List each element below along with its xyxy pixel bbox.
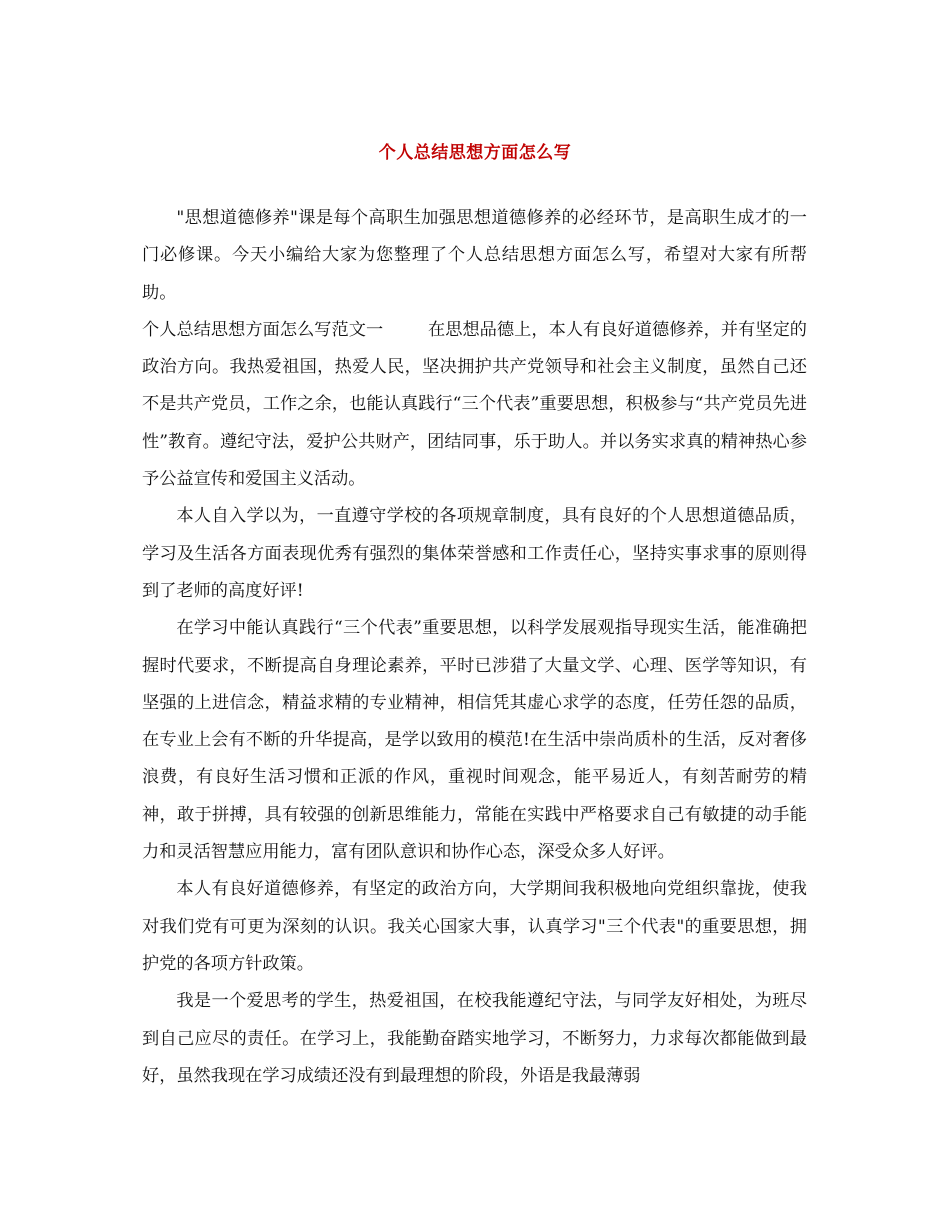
section-heading: 个人总结思想方面怎么写范文一: [142, 319, 384, 340]
body-paragraph-2: 在学习中能认真践行“三个代表”重要思想，以科学发展观指导现实生活，能准确把握时代要求，不断提高自身理论素养，平时已涉猎了大量文学、心理、医学等知识，有坚强的上进信念，精益求精的专业精神，相信凭其虚心求学的态度，任劳任怨的品质，在专业上会有不断的升华提高，是学以致用的模范!在生活中崇尚质朴的生活，反对奢侈浪费，有良好生活习惯和正派的作风，重视时间观念，能平易近人，有刻苦耐劳的精神，敢于拼搏，具有较强的创新思维能力，常能在实践中严格要求自己有敏捷的动手能力和灵活智慧应用能力，富有团队意识和协作心态，深受众多人好评。: [142, 618, 807, 863]
document-title: 个人总结思想方面怎么写: [378, 143, 572, 163]
body-paragraph-4: 我是一个爱思考的学生，热爱祖国，在校我能遵纪守法，与同学友好相处，为班尽到自己应尽的责任。在学习上，我能勤奋踏实地学习，不断努力，力求每次都能做到最好，虽然我现在学习成绩还没有到最理想的阶段，外语是我最薄弱: [142, 991, 807, 1086]
document-body: [142, 200, 807, 1095]
section-paragraph: [142, 312, 807, 498]
body-paragraph-1: 本人自入学以为，一直遵守学校的各项规章制度，具有良好的个人思想道德品质，学习及生活各方面表现优秀有强烈的集体荣誉感和工作责任心，坚持实事求事的原则得到了老师的高度好评!: [142, 506, 807, 601]
body-paragraph-3: 本人有良好道德修养，有坚定的政治方向，大学期间我积极地向党组织靠拢，使我对我们党有可更为深刻的认识。我关心国家大事，认真学习"三个代表"的重要思想，拥护党的各项方针政策。: [142, 879, 807, 974]
section-first-text: 在思想品德上，本人有良好道德修养，并有坚定的政治方向。我热爱祖国，热爱人民，坚决拥护共产党领导和社会主义制度，虽然自己还不是共产党员，工作之余，也能认真践行“三个代表”重要思想，积极参与“共产党员先进性”教育。遵纪守法，爱护公共财产，团结同事，乐于助人。并以务实求真的精神热心参予公益宣传和爱国主义活动。: [142, 319, 807, 490]
intro-paragraph: "思想道德修养"课是每个高职生加强思想道德修养的必经环节，是高职生成才的一门必修课。今天小编给大家为您整理了个人总结思想方面怎么写，希望对大家有所帮助。: [142, 208, 807, 303]
